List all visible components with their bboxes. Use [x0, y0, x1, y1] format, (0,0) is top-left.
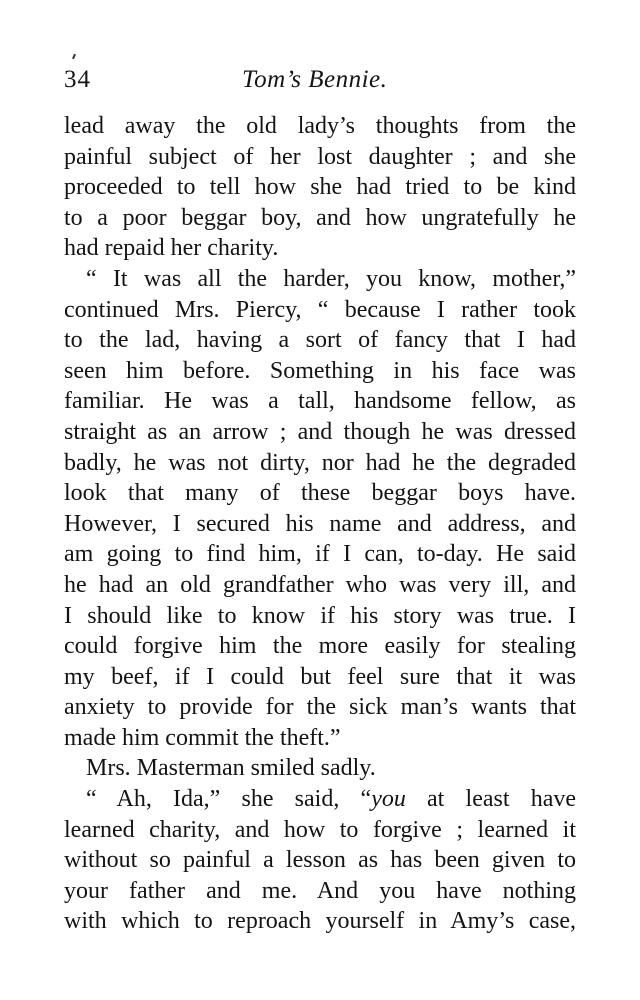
text-line: painful subject of her lost daughter ; and she: [64, 143, 576, 170]
text-line: familiar. He was a tall, handsome fellow, as: [64, 388, 576, 415]
text-line: could forgive him the more easily for stealing: [64, 633, 576, 660]
text-line: straight as an arrow ; and though he was dressed: [64, 418, 576, 445]
text-segment: at least have: [405, 786, 576, 813]
text-line: proceeded to tell how she had tried to be kind: [64, 174, 576, 201]
text-segment: “ Ah, Ida,” she said, “: [86, 786, 372, 813]
page-header: [64, 66, 576, 102]
text-line: he had an old grandfather who was very ill, and: [64, 571, 576, 598]
text-line: [64, 784, 576, 815]
text-line: Mrs. Masterman smiled sadly.: [86, 755, 376, 782]
text-line: without so painful a lesson as has been given to: [64, 847, 576, 874]
text-line: continued Mrs. Piercy, “ because I rather took: [64, 296, 576, 323]
text-line: with which to reproach yourself in Amy’s case,: [64, 908, 576, 935]
running-title: Tom’s Bennie.: [242, 66, 388, 93]
text-line: seen him before. Something in his face was: [64, 357, 576, 384]
text-line: to a poor beggar boy, and how ungratefully he: [64, 204, 576, 231]
text-line: badly, he was not dirty, nor had he the degraded: [64, 449, 576, 476]
text-line: anxiety to provide for the sick man’s wants that: [64, 694, 576, 721]
page-number: 34: [64, 66, 91, 93]
text-line: look that many of these beggar boys have.: [64, 480, 576, 507]
emphasis-you: you: [371, 786, 406, 813]
text-line: lead away the old lady’s thoughts from the: [64, 113, 576, 139]
text-line: had repaid her charity.: [64, 235, 279, 262]
text-line: I should like to know if his story was true. I: [64, 602, 576, 629]
text-line: my beef, if I could but feel sure that it was: [64, 663, 576, 690]
text-line: However, I secured his name and address, and: [64, 510, 576, 537]
text-line: your father and me. And you have nothing: [64, 877, 576, 904]
print-speck: [72, 54, 76, 59]
text-line: “ It was all the harder, you know, mother,”: [86, 265, 576, 292]
text-line: to the lad, having a sort of fancy that I had: [64, 327, 576, 354]
text-line: am going to find him, if I can, to-day. He said: [64, 541, 576, 568]
body-text: [64, 111, 576, 937]
text-line: learned charity, and how to forgive ; learned it: [64, 816, 576, 843]
text-line: made him commit the theft.”: [64, 724, 341, 751]
